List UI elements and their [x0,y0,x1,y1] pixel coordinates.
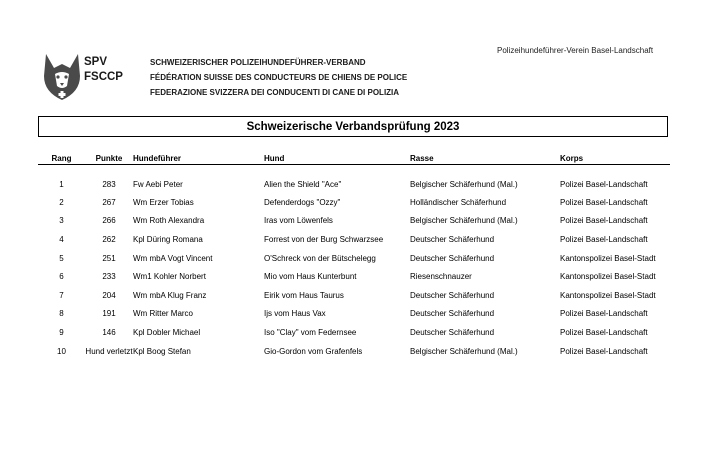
cell-rasse: Deutscher Schäferhund [410,290,495,300]
cell-punkte: 146 [102,327,116,337]
cell-punkte: 283 [102,179,116,189]
cell-hund: Iras vom Löwenfels [264,216,333,226]
cell-korps: Polizei Basel-Landschaft [560,346,648,356]
top-note: Polizeihundeführer-Verein Basel-Landschaft [497,46,654,55]
cell-korps: Polizei Basel-Landschaft [560,234,648,244]
cell-rasse: Holländischer Schäferhund [410,197,507,207]
table-row [38,342,670,361]
cell-korps: Polizei Basel-Landschaft [560,197,648,207]
col-header-punkte: Punkte [85,152,133,165]
logo-abbreviations [84,55,123,85]
cell-rasse: Deutscher Schäferhund [410,309,495,319]
cell-korps: Polizei Basel-Landschaft [560,216,648,226]
logo-line-fsccp: FSCCP [84,71,123,83]
cell-hundefuehrer: Kpl Boog Stefan [133,346,191,356]
cell-rang: 2 [59,197,64,207]
cell-korps: Polizei Basel-Landschaft [560,327,648,337]
cell-rang: 3 [59,216,64,226]
cell-hund: Iso "Clay" vom Federnsee [264,327,357,337]
cell-hund: Mio vom Haus Kunterbunt [264,272,357,282]
cell-rang: 4 [59,234,64,244]
table-row [38,193,670,212]
cell-korps: Kantonspolizei Basel-Stadt [560,272,656,282]
cell-punkte: 266 [102,216,116,226]
cell-hundefuehrer: Wm Ritter Marco [133,309,193,319]
cell-korps: Polizei Basel-Landschaft [560,179,648,189]
cell-hund: Gio-Gordon vom Grafenfels [264,346,363,356]
col-header-hund: Hund [264,152,410,165]
org-name-it: FEDERAZIONE SVIZZERA DEI CONDUCENTI DI CANE DI POLIZIA [150,88,400,97]
cell-hund: Ijs vom Haus Vax [264,309,326,319]
cell-rasse: Belgischer Schäferhund (Mal.) [410,346,518,356]
cell-punkte: 262 [102,234,116,244]
results-table [38,152,670,360]
cell-rang: 6 [59,272,64,282]
cell-rasse: Riesenschnauzer [410,272,472,282]
cell-hundefuehrer: Wm mbA Vogt Vincent [133,253,213,263]
col-header-rasse: Rasse [410,152,560,165]
org-name-de: SCHWEIZERISCHER POLIZEIHUNDEFÜHRER-VERBAND [150,58,366,67]
cell-rang: 1 [59,179,64,189]
cell-hundefuehrer: Kpl Dobler Michael [133,327,201,337]
cell-hund: Eirik vom Haus Taurus [264,290,344,300]
cell-punkte: 191 [102,309,116,319]
cell-rang: 7 [59,290,64,300]
organization-names [150,55,407,100]
cell-rasse: Belgischer Schäferhund (Mal.) [410,216,518,226]
cell-punkte: 267 [102,197,116,207]
table-row [38,165,670,194]
cell-hundefuehrer: Kpl Düring Romana [133,234,203,244]
cell-rasse: Deutscher Schäferhund [410,234,495,244]
cell-hund: O'Schreck von der Bütschelegg [264,253,376,263]
table-header-row [38,152,670,165]
table-row [38,249,670,268]
col-header-hundefuehrer: Hundeführer [133,152,264,165]
table-row [38,230,670,249]
cell-hundefuehrer: Wm1 Kohler Norbert [133,272,206,282]
cell-rang: 5 [59,253,64,263]
table-row [38,286,670,305]
page-title: Schweizerische Verbandsprüfung 2023 [38,116,668,137]
org-name-fr: FÉDÉRATION SUISSE DES CONDUCTEURS DE CHIENS DE POLICE [150,73,408,82]
cell-hund: Defenderdogs "Ozzy" [264,197,341,207]
table-row [38,267,670,286]
cell-punkte: 251 [102,253,116,263]
cell-hundefuehrer: Wm Roth Alexandra [133,216,205,226]
cell-punkte: Hund verletzt [85,346,133,356]
cell-rasse: Deutscher Schäferhund [410,327,495,337]
logo-line-spv: SPV [84,56,108,68]
table-row [38,305,670,324]
cell-hundefuehrer: Wm Erzer Tobias [133,197,194,207]
cell-rang: 9 [59,327,64,337]
dog-shield-logo-icon [42,50,82,102]
cell-hundefuehrer: Fw Aebi Peter [133,179,183,189]
cell-rang: 8 [59,309,64,319]
cell-punkte: 204 [102,290,116,300]
cell-korps: Kantonspolizei Basel-Stadt [560,290,656,300]
cell-korps: Kantonspolizei Basel-Stadt [560,253,656,263]
cell-rasse: Deutscher Schäferhund [410,253,495,263]
table-row [38,212,670,231]
col-header-rang: Rang [38,152,85,165]
cell-hund: Alien the Shield "Ace" [264,179,342,189]
cell-rang: 10 [57,346,66,356]
cell-punkte: 233 [102,272,116,282]
col-header-korps: Korps [560,152,670,165]
cell-hundefuehrer: Wm mbA Klug Franz [133,290,207,300]
cell-korps: Polizei Basel-Landschaft [560,309,648,319]
cell-rasse: Belgischer Schäferhund (Mal.) [410,179,518,189]
cell-hund: Forrest von der Burg Schwarzsee [264,234,384,244]
table-row [38,323,670,342]
